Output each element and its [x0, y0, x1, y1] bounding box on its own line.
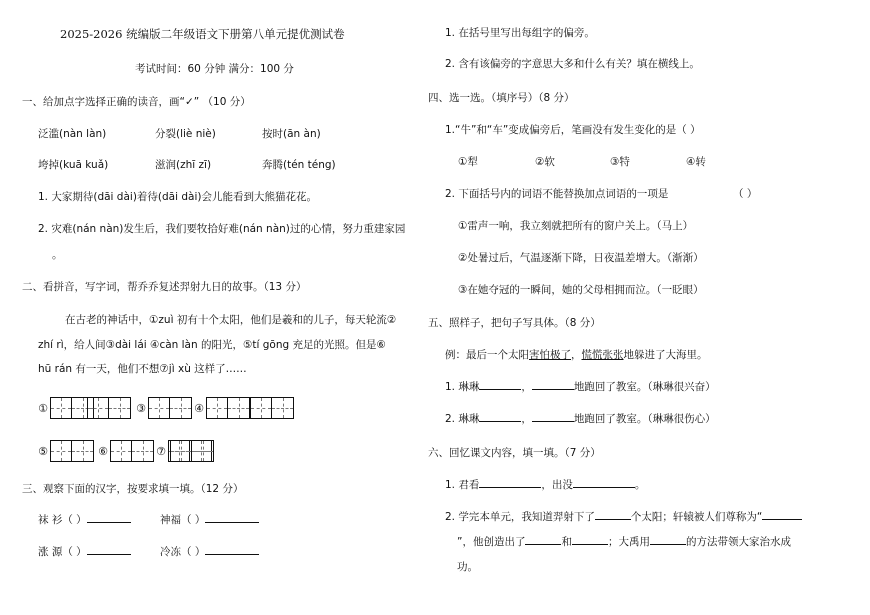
s4-q2-option-2[interactable]: ②处暑过后，气温逐渐下降，日夜温差增大。（渐渐） [458, 252, 704, 264]
s4-q2-option-1[interactable]: ①雷声一响，我立刻就把所有的窗户关上。（马上） [458, 220, 694, 232]
s2-paragraph-line-2: zhí rì，给人间③dài lái ④càn làn 的阳光，⑤tí gōng 充足的光照。但是⑥ [38, 339, 386, 351]
s4-q2-option-3[interactable]: ③在她夺冠的一瞬间，她的父母相拥而泣。（一眨眼） [458, 284, 704, 296]
s4-option-4[interactable]: ④转 [686, 156, 706, 168]
s6-q1-part: 。 [634, 479, 646, 491]
grid-number: ① [38, 401, 48, 415]
s4-option-3[interactable]: ③特 [610, 156, 630, 168]
s6-question-2-line-2[interactable] [457, 535, 791, 549]
writing-grid-7[interactable] [96, 440, 154, 462]
s6-question-2-line-3: 功。 [457, 561, 478, 573]
writing-grid-4[interactable] [192, 397, 250, 419]
s5-example-part: ， [571, 349, 582, 361]
s2-paragraph-line-3: hū rán 有一天，他们不想⑦jì xù 这样了…… [38, 363, 247, 375]
s1-question-2[interactable]: 2. 灾难(nán nàn)发生后，我们要牧拾好难(nán nàn)过的心情，努力重建家园 [38, 223, 406, 235]
section-3-heading: 三、观察下面的汉字，按要求填一填。（12 分） [22, 483, 244, 495]
s5-q2-tail: 地跑回了教室。（琳琳很伤心） [573, 413, 716, 425]
s1-item-4[interactable]: 垮掉(kuā kuǎ) [38, 159, 109, 171]
writing-grid-5[interactable] [250, 397, 294, 419]
s6-q2-part: 和 [561, 536, 572, 548]
s5-example-part: 地躲进了大海里。 [623, 349, 708, 361]
s1-item-3[interactable]: 按时(ān àn) [262, 128, 321, 140]
s5-question-1[interactable]: 1. 琳琳 ， 地跑回了教室。（琳琳很兴奋） [445, 381, 716, 393]
s6-q1-part: ，出没 [541, 479, 573, 491]
s5-q1-tail: 地跑回了教室。（琳琳很兴奋） [573, 381, 716, 393]
s4-option-2[interactable]: ②软 [535, 156, 555, 168]
s5-q1-lead: 1. 琳琳 [445, 381, 480, 393]
s3-group-2[interactable] [160, 513, 259, 527]
s6-q2-part: 2. 学完本单元，我知道羿射下了 [445, 511, 595, 523]
writing-grid-1[interactable] [36, 397, 94, 419]
s1-question-2-end: 。 [52, 249, 63, 261]
s1-item-2[interactable]: 分裂(liè niè) [155, 128, 216, 140]
grid-number: ⑦ [156, 444, 166, 458]
s6-question-1[interactable] [445, 478, 645, 492]
s5-q2-lead: 2. 琳琳 [445, 413, 480, 425]
s1-question-1[interactable]: 1. 大家期待(dāi dài)着待(dāi dài)会儿能看到大熊猫花花。 [38, 191, 317, 203]
s6-q2-part: ；大禹用 [607, 536, 650, 548]
s5-example-underlined-2: 慌慌张张 [581, 349, 624, 361]
s3-instruction-1: 1. 在括号里写出每组字的偏旁。 [445, 27, 595, 39]
s5-question-2[interactable]: 2. 琳琳 ， 地跑回了教室。（琳琳很伤心） [445, 413, 716, 425]
s1-item-5[interactable]: 滋润(zhī zī) [155, 159, 212, 171]
page-title: 2025-2026 统编版二年级语文下册第八单元提优测试卷 [60, 27, 345, 41]
s3-group-4[interactable] [160, 545, 259, 559]
s1-item-6[interactable]: 奔腾(tén téng) [262, 159, 336, 171]
s2-paragraph-line-1: 在古老的神话中，①zuì 初有十个太阳，他们是羲和的儿子，每天轮流② [65, 314, 397, 326]
s3-group-1-chars: 袜 衫（ ） [38, 514, 87, 526]
writing-grid-6[interactable] [36, 440, 94, 462]
s3-group-4-chars: 冷冻（ ） [160, 546, 206, 558]
writing-grid-3[interactable] [134, 397, 192, 419]
grid-number: ⑥ [98, 444, 108, 458]
s6-q2-part: ”，他创造出了 [457, 536, 526, 548]
writing-grid-9[interactable] [170, 440, 214, 462]
section-1-heading: 一、给加点字选择正确的读音，画“✓” （10 分） [22, 96, 251, 108]
s3-instruction-2: 2. 含有该偏旁的字意思大多和什么有关？填在横线上。 [445, 58, 700, 70]
s6-q1-part: 1. 君看 [445, 479, 480, 491]
s4-answer-paren[interactable]: （ ） [733, 188, 758, 200]
s3-group-3-chars: 涨 源（ ） [38, 546, 87, 558]
s4-question-2[interactable]: 2. 下面括号内的词语不能替换加点词语的一项是 [445, 188, 669, 200]
s6-question-2-line-1[interactable] [445, 510, 802, 524]
s3-group-2-chars: 神福（ ） [160, 514, 206, 526]
s4-question-1[interactable]: 1.“牛”和“车”变成偏旁后，笔画没有发生变化的是（ ） [445, 124, 701, 136]
section-4-heading: 四、选一选。（填序号）（8 分） [428, 92, 575, 104]
s1-item-1[interactable]: 泛滥(nàn làn) [38, 128, 107, 140]
grid-number: ④ [194, 401, 204, 415]
exam-info: 考试时间：60 分钟 满分：100 分 [135, 63, 294, 75]
grid-number: ⑤ [38, 444, 48, 458]
s5-example-part: 例：最后一个太阳 [445, 349, 529, 361]
s6-q2-part: 的方法带领大家治水成 [685, 536, 791, 548]
s3-group-3[interactable] [38, 545, 131, 559]
writing-grid-2[interactable] [87, 397, 131, 419]
section-5-heading: 五、照样子，把句子写具体。（8 分） [428, 317, 601, 329]
s4-option-1[interactable]: ①犁 [458, 156, 478, 168]
s5-example [445, 348, 708, 362]
s6-q2-part: 个太阳；轩辕被人们尊称为“ [630, 511, 763, 523]
s5-example-underlined-1: 害怕极了 [529, 349, 571, 361]
section-6-heading: 六、回忆课文内容，填一填。（7 分） [428, 447, 601, 459]
grid-number: ③ [136, 401, 146, 415]
section-2-heading: 二、看拼音，写字词，帮乔乔复述羿射九日的故事。（13 分） [22, 281, 307, 293]
s3-group-1[interactable] [38, 513, 131, 527]
